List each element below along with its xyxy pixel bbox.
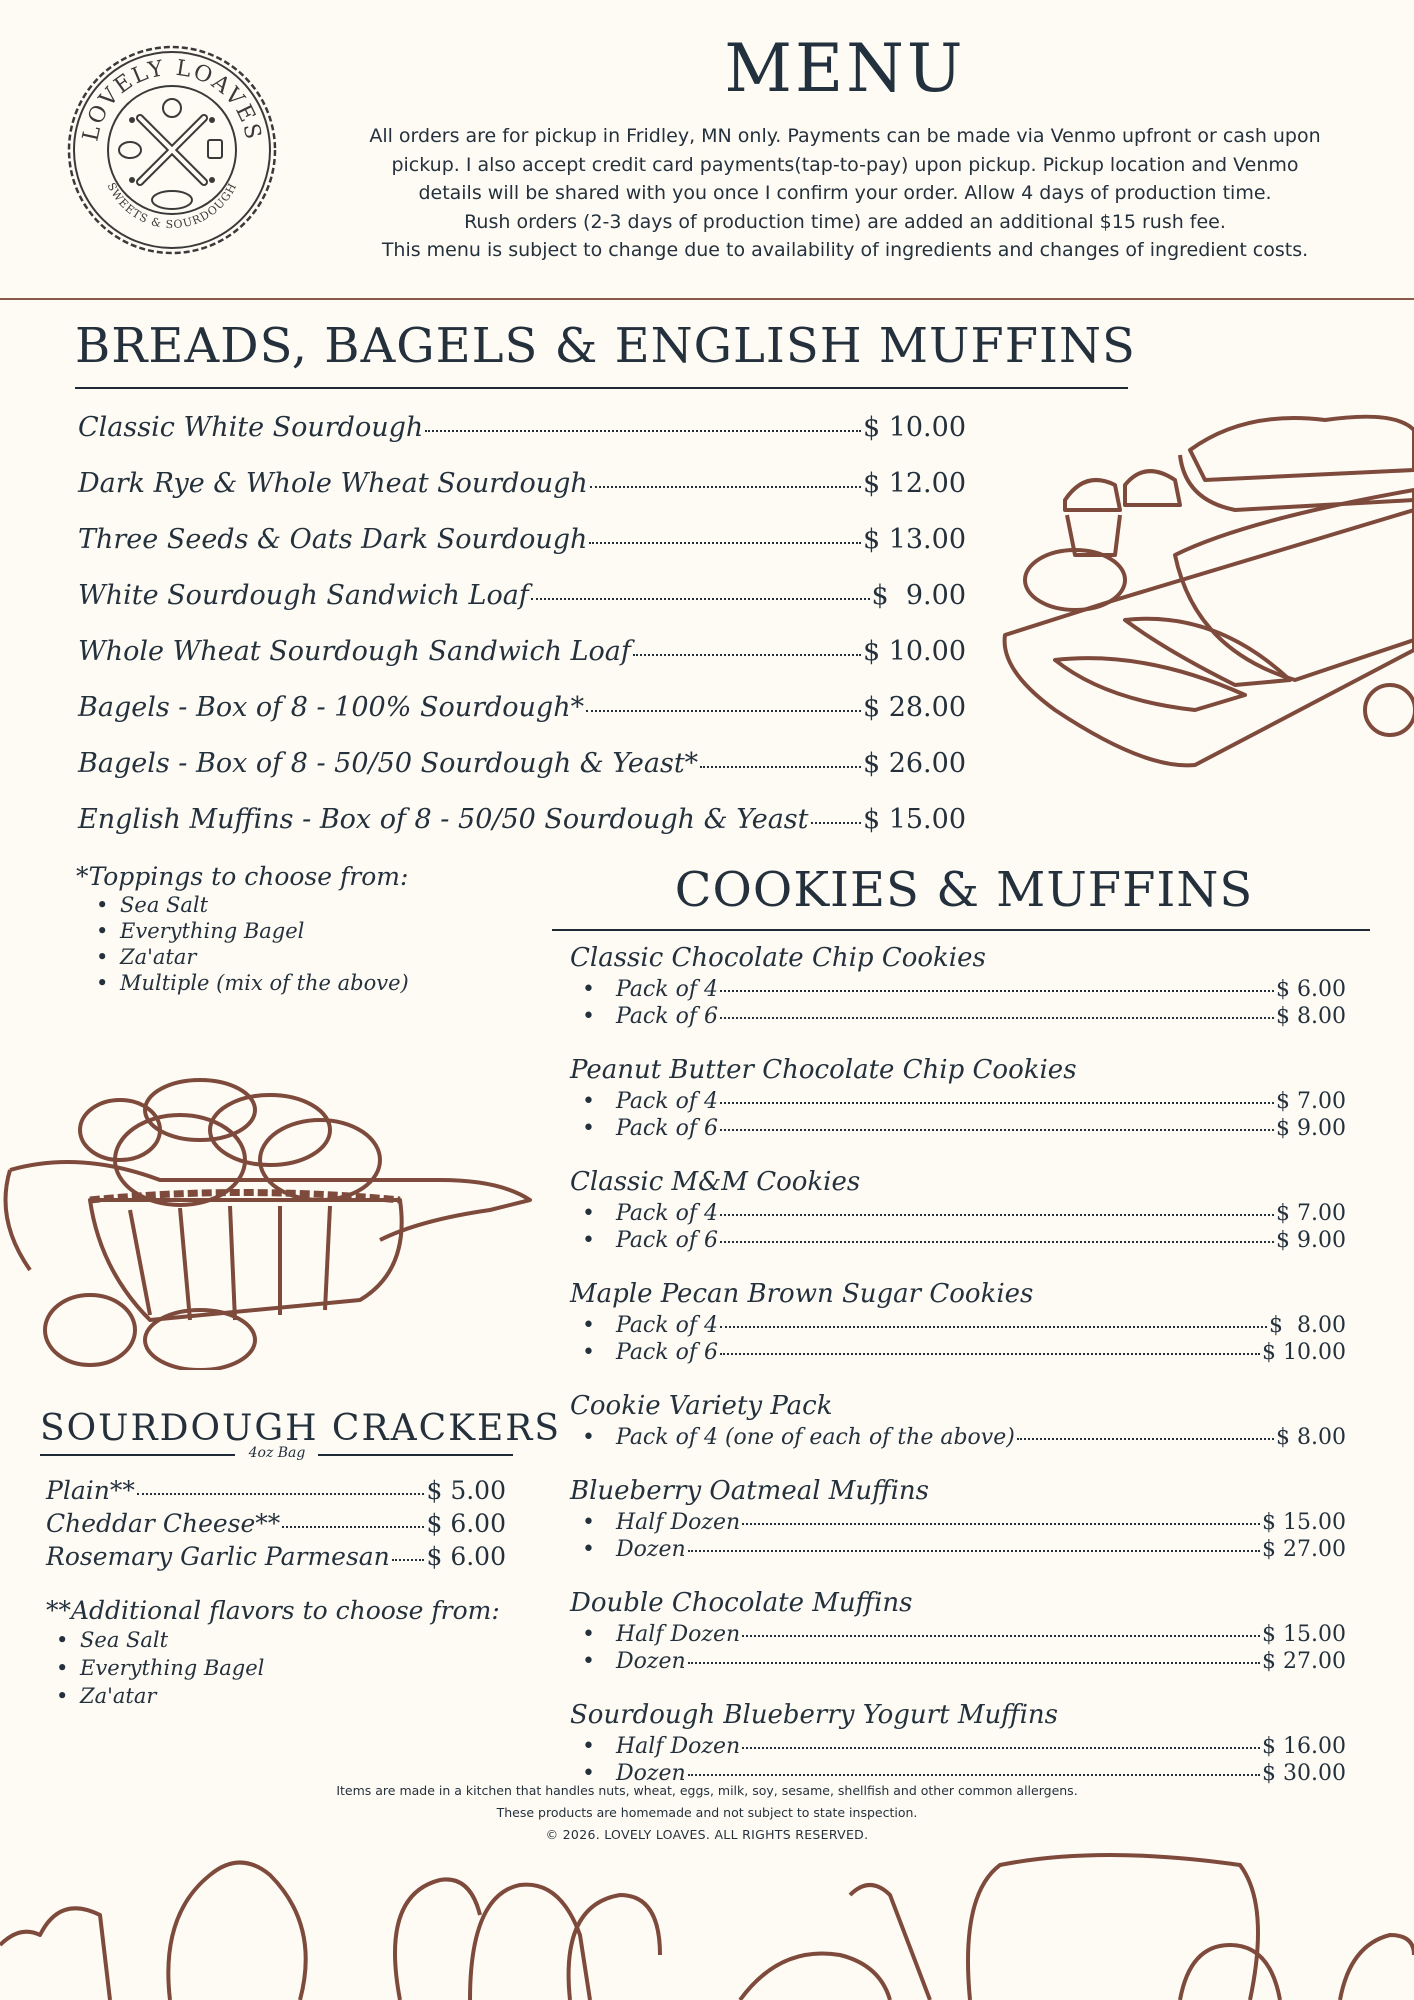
copyright: © 2026. LOVELY LOAVES. ALL RIGHTS RESERVED. [545, 1827, 869, 1842]
product-option: • Pack of 4 (one of each of the above) $ 8.00 [582, 1425, 1346, 1450]
menu-title: MENU [724, 30, 966, 107]
product-option: • Dozen $ 27.00 [582, 1649, 1346, 1674]
product-option: • Pack of 6 $ 9.00 [582, 1228, 1346, 1253]
toppings-note [76, 862, 536, 996]
product-name: Double Chocolate Muffins [570, 1588, 913, 1618]
inspection-notice: These products are homemade and not subject to state inspection. [496, 1805, 918, 1820]
intro-line: This menu is subject to change due to availability of ingredients and changes of ingredient costs. [381, 239, 1309, 261]
product-group [570, 1697, 1346, 1787]
product-group [570, 1388, 1346, 1451]
topping-item: • Multiple (mix of the above) [96, 970, 536, 996]
flavors-heading: **Additional flavors to choose from: [46, 1596, 500, 1625]
product-group [570, 1164, 1346, 1254]
product-group [570, 1276, 1346, 1366]
bread-item: Classic White Sourdough $ 10.00 [78, 412, 966, 443]
product-option: • Pack of 4 $ 8.00 [582, 1313, 1346, 1338]
bread-item: White Sourdough Sandwich Loaf $ 9.00 [78, 580, 966, 611]
cracker-item: Cheddar Cheese** $ 6.00 [46, 1509, 506, 1538]
product-group [570, 1585, 1346, 1675]
crackers-divider-left [40, 1454, 235, 1456]
topping-item: • Everything Bagel [96, 918, 536, 944]
product-option: • Dozen $ 30.00 [582, 1761, 1346, 1786]
intro-line: Rush orders (2-3 days of production time) are added an additional $15 rush fee. [464, 210, 1226, 233]
bread-item: English Muffins - Box of 8 - 50/50 Sourdough & Yeast $ 15.00 [78, 804, 966, 835]
product-name: Cookie Variety Pack [570, 1391, 833, 1421]
intro-line: pickup. I also accept credit card payments(tap-to-pay) upon pickup. Pickup location and Venmo [391, 153, 1299, 176]
header-divider [0, 298, 1414, 300]
product-option: • Pack of 4 $ 7.00 [582, 1201, 1346, 1226]
bread-basket-illustration [0, 1070, 540, 1370]
bread-item: Bagels - Box of 8 - 100% Sourdough* $ 28.00 [78, 692, 966, 723]
toppings-heading: *Toppings to choose from: [76, 862, 409, 891]
product-option: • Half Dozen $ 16.00 [582, 1734, 1346, 1759]
breads-section-title: BREADS, BAGELS & ENGLISH MUFFINS [75, 318, 1136, 374]
product-name: Classic M&M Cookies [570, 1167, 861, 1197]
product-name: Blueberry Oatmeal Muffins [570, 1476, 929, 1506]
breads-list [78, 400, 966, 848]
crackers-subtitle: 4oz Bag [248, 1445, 306, 1461]
bread-board-illustration [995, 390, 1414, 775]
flavors-list [56, 1626, 506, 1710]
product-option: • Half Dozen $ 15.00 [582, 1622, 1346, 1647]
breads-divider [75, 387, 1128, 389]
toppings-list [96, 892, 536, 996]
product-option: • Pack of 6 $ 9.00 [582, 1116, 1346, 1141]
product-name: Sourdough Blueberry Yogurt Muffins [570, 1700, 1059, 1730]
flavor-item: • Sea Salt [56, 1626, 506, 1654]
bread-item: Bagels - Box of 8 - 50/50 Sourdough & Yeast* $ 26.00 [78, 748, 966, 779]
product-option: • Pack of 6 $ 10.00 [582, 1340, 1346, 1365]
product-group [570, 940, 1346, 1030]
bread-item: Whole Wheat Sourdough Sandwich Loaf $ 10.00 [78, 636, 966, 667]
bread-item: Dark Rye & Whole Wheat Sourdough $ 12.00 [78, 468, 966, 499]
product-name: Maple Pecan Brown Sugar Cookies [570, 1279, 1034, 1309]
crackers-divider-right [318, 1454, 513, 1456]
product-option: • Half Dozen $ 15.00 [582, 1510, 1346, 1535]
product-option: • Pack of 4 $ 7.00 [582, 1089, 1346, 1114]
logo [62, 40, 282, 260]
flavors-note [46, 1596, 506, 1710]
product-group [570, 1473, 1346, 1563]
bread-item: Three Seeds & Oats Dark Sourdough $ 13.00 [78, 524, 966, 555]
product-group [570, 1052, 1346, 1142]
topping-item: • Sea Salt [96, 892, 536, 918]
cracker-item: Rosemary Garlic Parmesan $ 6.00 [46, 1542, 506, 1571]
flavor-item: • Everything Bagel [56, 1654, 506, 1682]
product-option: • Pack of 4 $ 6.00 [582, 977, 1346, 1002]
intro-line: All orders are for pickup in Fridley, MN only. Payments can be made via Venmo upfront or cash upon [369, 125, 1321, 147]
svg-text:SWEETS & SOURDOUGH: SWEETS & SOURDOUGH [104, 180, 240, 232]
cookies-section-title: COOKIES & MUFFINS [674, 862, 1254, 918]
cracker-item: Plain** $ 5.00 [46, 1476, 506, 1505]
flavor-item: • Za'atar [56, 1682, 506, 1710]
product-option: • Pack of 6 $ 8.00 [582, 1004, 1346, 1029]
product-name: Peanut Butter Chocolate Chip Cookies [570, 1055, 1077, 1085]
cookies-divider [552, 929, 1370, 931]
topping-item: • Za'atar [96, 944, 536, 970]
product-option: • Dozen $ 27.00 [582, 1537, 1346, 1562]
allergen-notice: Items are made in a kitchen that handles nuts, wheat, eggs, milk, soy, sesame, shellfish and other common allergens. [336, 1783, 1078, 1798]
bottom-breads-illustration [0, 1835, 1414, 2000]
cookies-list [570, 940, 1346, 1809]
logo-top-text: LOVELY LOAVES [78, 55, 266, 144]
product-name: Classic Chocolate Chip Cookies [570, 943, 986, 973]
crackers-section-title: SOURDOUGH CRACKERS [40, 1408, 562, 1449]
crackers-list [46, 1474, 506, 1573]
intro-line: details will be shared with you once I confirm your order. Allow 4 days of production time. [418, 182, 1272, 204]
intro-text [320, 122, 1370, 265]
